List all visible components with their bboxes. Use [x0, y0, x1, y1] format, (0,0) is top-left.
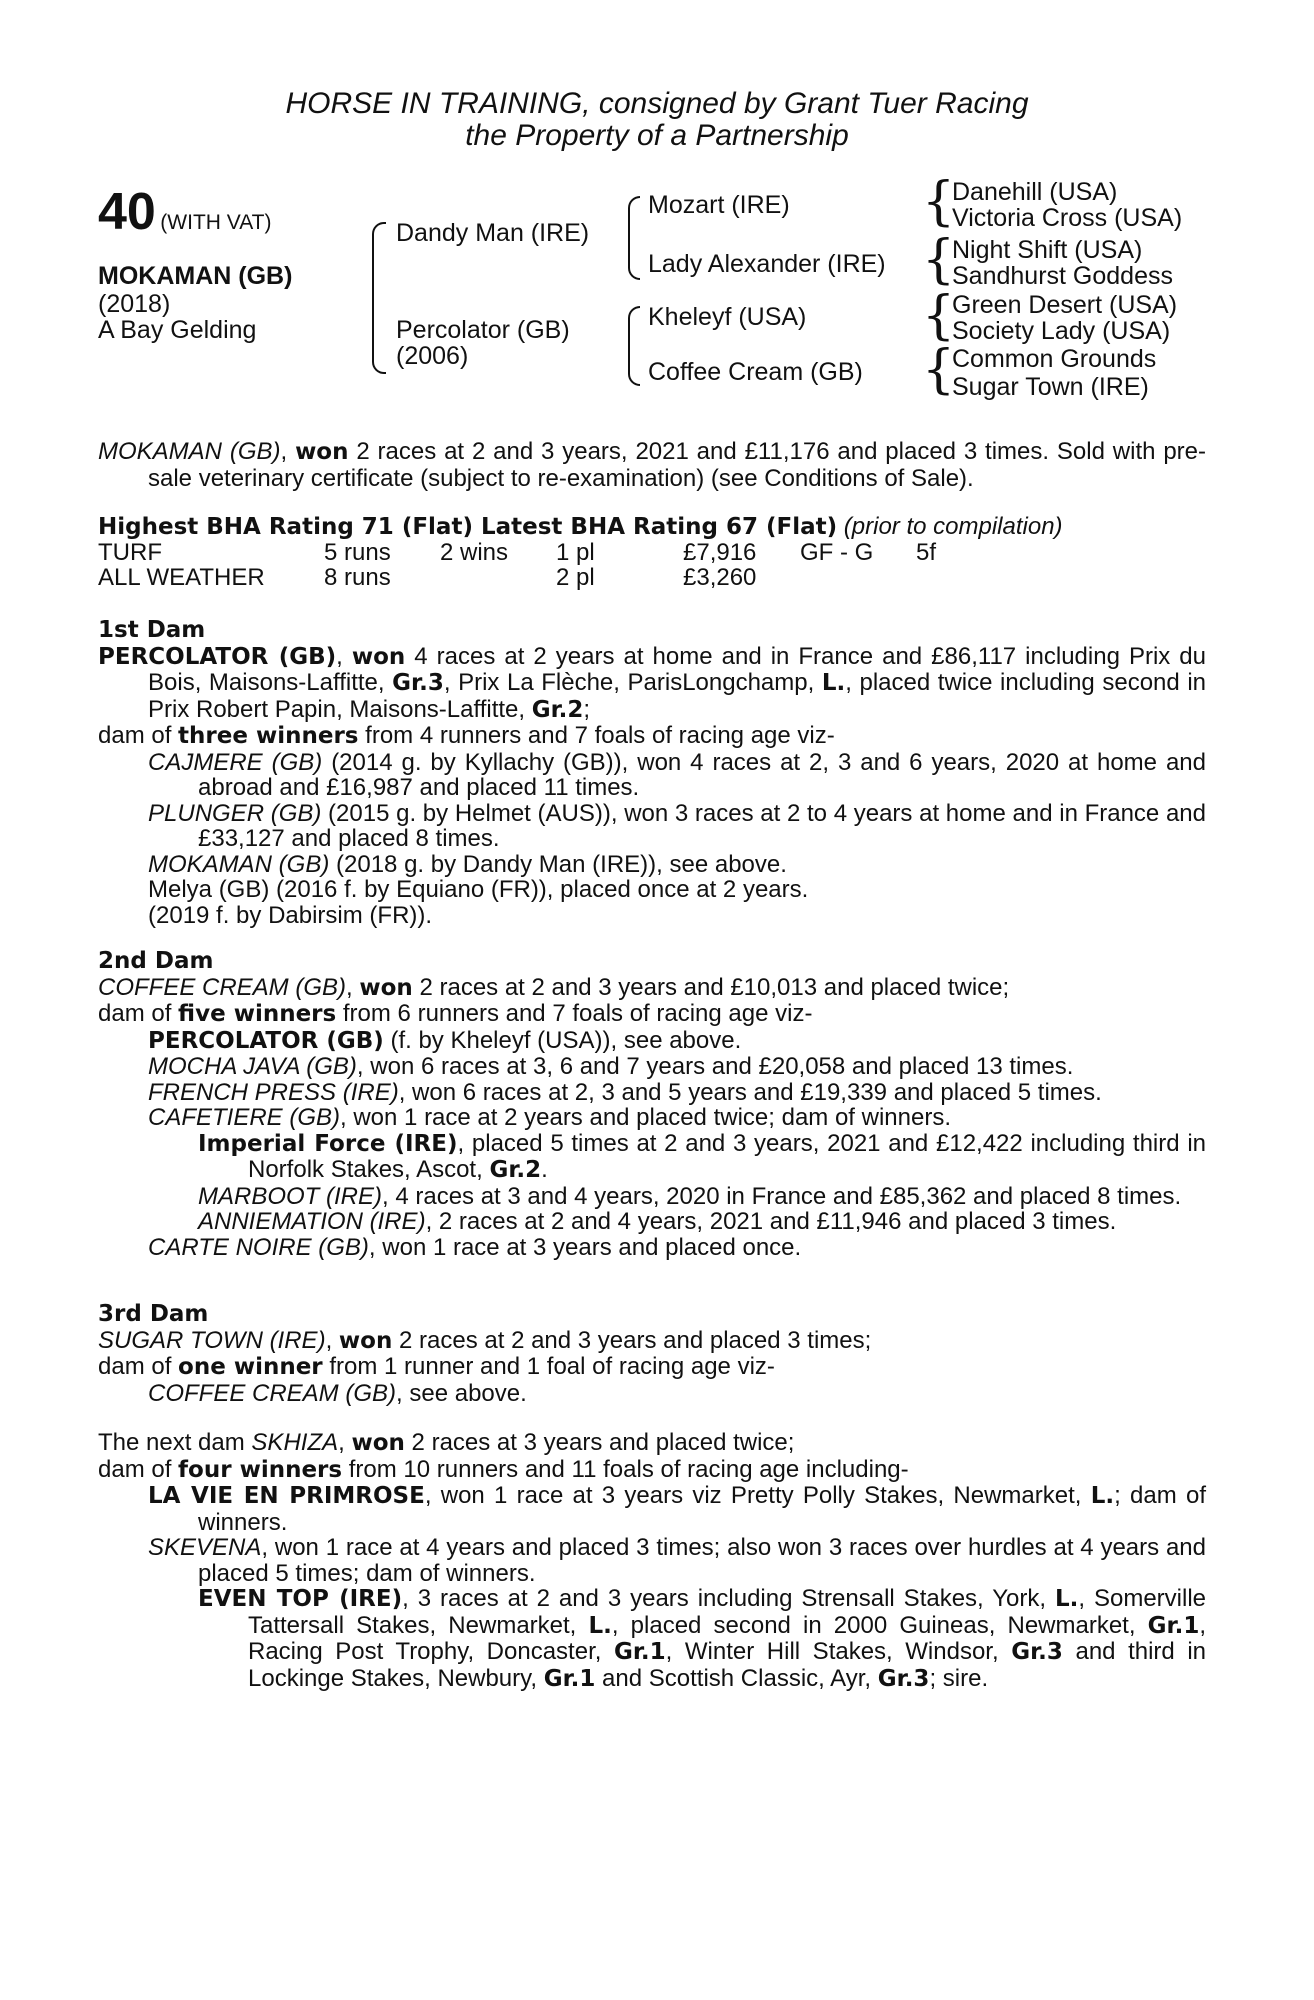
progeny-text: , won 6 races at 3, 6 and 7 years and £20,058 and placed 13 times. — [356, 1053, 1074, 1080]
grand-progeny-name: EVEN TOP (IRE) — [198, 1586, 403, 1612]
summary-text: 2 races at 2 and 3 years, 2021 and £11,176 and placed 3 times. Sold with pre-sale veterinary certificate (subject to re-examination) (see Conditions of Sale). — [148, 438, 1207, 492]
grand-progeny-end: . — [541, 1156, 548, 1183]
next-dam-intro: The next dam — [98, 1429, 252, 1456]
first-dam-t1: 4 races at 2 years at home and in France and £86,117 including Prix du Bois, Maisons-Laffitte, — [148, 642, 1206, 696]
second-dam-damof-c: from 6 runners and 7 foals of racing age viz- — [336, 1000, 813, 1027]
list-item: Melya (GB) (2016 f. by Equiano (FR)), placed once at 2 years. — [148, 876, 809, 903]
turf-going: GF - G — [800, 539, 874, 566]
pedigree-g4-6: Society Lady (USA) — [952, 317, 1171, 345]
first-dam-section: 1st Dam PERCOLATOR (GB), won 4 races at 2 years at home and in France and £86,117 including Prix du Bois, Maisons-Laffitte, Gr.3, Prix La Flèche, ParisLongchamp, L., placed twice including second in Prix Robert Papin, Maisons-Laffitte, Gr.2; dam of three winners from 4 runners and 7 foals of racing age viz- CAJMERE (GB) (2014 g. by Kyllachy (GB)), won 4 races at 2, 3 and 6 years, 2020 at home and abroad and £16,987 and placed 11 times. PLUNGER (GB) (2015 g. by Helmet (AUS)), won 3 races at 2 to 4 years at home and in France and £33,127 and placed 8 times. MOKAMAN (GB) (2018 g. by Dandy Man (IRE)), see above. Melya (GB) (2016 f. by Equiano (FR)), placed once at 2 years. (2019 f. by Dabirsim (FR)). — [98, 617, 1207, 929]
dam-bracket-bottom — [628, 346, 640, 386]
gp-g: and Scottish Classic, Ayr, — [595, 1664, 878, 1692]
dam-bracket-top — [628, 306, 640, 348]
aw-prize: £3,260 — [683, 564, 757, 591]
first-dam-t4: ; — [583, 695, 591, 723]
g4-brace-3: { — [922, 286, 956, 346]
grand-progeny-name: ANNIEMATION (IRE) — [198, 1208, 426, 1235]
third-dam-damof-b: one winner — [178, 1354, 323, 1380]
second-dam-text: 2 races at 2 and 3 years and £10,013 and placed twice; — [412, 973, 1010, 1001]
aw-placed: 2 pl — [556, 564, 595, 591]
list-item — [98, 1131, 1206, 1184]
list-item — [98, 1235, 1206, 1261]
third-dam-won: won — [338, 1327, 393, 1354]
list-item — [98, 1535, 1206, 1586]
progeny-text: , won 1 race at 2 years and placed twice; dam of winners. — [340, 1104, 951, 1131]
grand-progeny-text: , 2 races at 2 and 4 years, 2021 and £11,946 and placed 3 times. — [425, 1208, 1117, 1235]
gp-l2: L. — [588, 1612, 612, 1639]
progeny-name: PERCOLATOR (GB) — [148, 1027, 384, 1054]
progeny-text: (2014 g. by Kyllachy (GB)), won 4 races at 2, 3 and 6 years, 2020 at home and abroad and £16,987 and placed 11 times. — [198, 748, 1206, 801]
first-dam-gr1: Gr.3 — [392, 670, 444, 696]
aw-label: ALL WEATHER — [98, 564, 265, 591]
third-dam-damof-c: from 1 runner and 1 foal of racing age viz- — [322, 1353, 775, 1380]
pedigree-g4-3: Night Shift (USA) — [952, 236, 1143, 264]
first-dam-damof-a: dam of — [98, 722, 179, 749]
turf-runs: 5 runs — [324, 539, 391, 566]
progeny-text: , won 1 race at 4 years and placed 3 times; also won 3 races over hurdles at 4 years and placed 5 times; dam of winners. — [198, 1534, 1206, 1587]
pedigree-dam-sire: Kheleyf (USA) — [648, 303, 807, 331]
second-dam-name: COFFEE CREAM (GB) — [98, 973, 347, 1001]
progeny-name: CARTE NOIRE (GB) — [148, 1233, 369, 1261]
second-dam-damof-a: dam of — [98, 1000, 179, 1027]
grand-progeny-name: Imperial Force (IRE) — [198, 1130, 458, 1157]
progeny-end: ; dam of winners. — [198, 1482, 1206, 1536]
horse-summary: MOKAMAN (GB), won 2 races at 2 and 3 years, 2021 and £11,176 and placed 3 times. Sold with pre-sale veterinary certificate (subject to re-examination) (see Conditions of Sale). — [98, 438, 1207, 492]
progeny-text: , won 1 race at 3 years viz Pretty Polly Stakes, Newmarket, — [424, 1482, 1091, 1509]
aw-runs: 8 runs — [324, 564, 391, 591]
progeny-name: CAJMERE (GB) — [148, 748, 323, 776]
gp-c: , placed second in 2000 Guineas, Newmarket, — [611, 1611, 1148, 1639]
pedigree-g4-8: Sugar Town (IRE) — [952, 373, 1149, 401]
second-dam-damof-b: five winners — [178, 1001, 337, 1027]
gp-h: ; sire. — [929, 1664, 989, 1692]
first-dam-l1: L. — [821, 670, 846, 696]
gp-f: and third in Lockinge Stakes, Newbury, — [248, 1638, 1207, 1692]
pedigree-sire-dam: Lady Alexander (IRE) — [648, 250, 886, 278]
third-dam-heading: 3rd Dam — [98, 1301, 209, 1327]
pedigree-g4-2: Victoria Cross (USA) — [952, 204, 1183, 232]
list-item — [98, 1028, 1206, 1055]
list-item — [98, 1586, 1206, 1692]
third-dam-name: SUGAR TOWN (IRE) — [98, 1326, 326, 1354]
third-dam-damof-a: dam of — [98, 1353, 179, 1380]
list-item — [98, 1184, 1206, 1210]
next-dam-text: 2 races at 3 years and placed twice; — [404, 1429, 795, 1456]
gp-l1: L. — [1054, 1586, 1079, 1612]
progeny-text: (f. by Kheleyf (USA)), see above. — [383, 1026, 742, 1054]
lot-block — [98, 183, 272, 241]
g4-brace-4: { — [922, 340, 956, 400]
third-dam-text: 2 races at 2 and 3 years and placed 3 times; — [392, 1326, 872, 1354]
gp-d: , Racing Post Trophy, Doncaster, — [248, 1611, 1206, 1665]
grand-progeny-text: , 4 races at 3 and 4 years, 2020 in France and £85,362 and placed 8 times. — [382, 1182, 1182, 1210]
gp-gr1: Gr.1 — [1147, 1612, 1200, 1639]
lot-vat: (WITH VAT) — [160, 211, 272, 234]
next-dam-won: won — [351, 1430, 405, 1456]
rating-bold: Highest BHA Rating 71 (Flat) Latest BHA Rating 67 (Flat) — [98, 514, 838, 540]
pedigree-bracket-top — [372, 222, 386, 308]
progeny-name: LA VIE EN PRIMROSE — [148, 1483, 425, 1509]
first-dam-name: PERCOLATOR (GB) — [98, 643, 337, 670]
pedigree-bracket-bottom — [372, 306, 386, 374]
list-item: (2019 f. by Dabirsim (FR)). — [148, 901, 433, 929]
progeny-name: COFFEE CREAM (GB) — [148, 1379, 397, 1407]
progeny-text: (2015 g. by Helmet (AUS)), won 3 races at 2 to 4 years at home and in France and £33,127 and placed 8 times. — [198, 799, 1207, 852]
second-dam-section: 2nd Dam COFFEE CREAM (GB), won 2 races at 2 and 3 years and £10,013 and placed twice; dam of five winners from 6 runners and 7 foals of racing age viz- PERCOLATOR (GB) (f. by Kheleyf (USA)), see above. MOCHA JAVA (GB), won 6 races at 3, 6 and 7 years and £20,058 and placed 13 times. FRENCH PRESS (IRE), won 6 races at 2, 3 and 5 years and £19,339 and placed 5 times. CAFETIERE (GB), won 1 race at 2 years and placed twice; dam of winners. Imperial Force (IRE), placed 5 times at 2 and 3 years, 2021 and £12,422 including third in Norfolk Stakes, Ascot, Gr.2. MARBOOT (IRE), 4 races at 3 and 4 years, 2020 in France and £85,362 and placed 8 times. ANNIEMATION (IRE), 2 races at 2 and 4 years, 2021 and £11,946 and placed 3 times. CARTE NOIRE (GB), won 1 race at 3 years and placed once. — [98, 948, 1206, 1261]
grand-progeny-text: , placed 5 times at 2 and 3 years, 2021 and £12,422 including third in Norfolk Stakes, Ascot, — [248, 1129, 1206, 1183]
gp-gr4: Gr.1 — [543, 1665, 596, 1692]
turf-label: TURF — [98, 539, 162, 566]
gp-e: , Winter Hill Stakes, Windsor, — [665, 1638, 1012, 1665]
next-dam-damof-b: four winners — [178, 1456, 343, 1483]
gp-gr3: Gr.3 — [1011, 1639, 1063, 1665]
list-item — [98, 1054, 1206, 1080]
header-line-1: HORSE IN TRAINING, consigned by Grant Tuer Racing — [285, 87, 1029, 120]
first-dam-t3: , placed twice including second in Prix Robert Papin, Maisons-Laffitte, — [148, 669, 1206, 723]
turf-prize: £7,916 — [683, 539, 757, 566]
list-item — [98, 1080, 1206, 1106]
progeny-name: MOCHA JAVA (GB) — [148, 1053, 357, 1080]
second-dam-heading: 2nd Dam — [98, 948, 214, 974]
list-item — [98, 1483, 1206, 1535]
second-dam-won: won — [359, 974, 413, 1001]
sire-bracket-top — [628, 196, 640, 244]
pedigree-dam: Percolator (GB) — [396, 316, 570, 344]
pedigree-dam-year: (2006) — [396, 342, 469, 370]
pedigree-g4-5: Green Desert (USA) — [952, 291, 1178, 319]
grand-progeny-name: MARBOOT (IRE) — [198, 1182, 382, 1210]
horse-description: A Bay Gelding — [98, 316, 257, 344]
progeny-text: (2018 g. by Dandy Man (IRE)), see above. — [329, 850, 787, 878]
progeny-text: , won 1 race at 3 years and placed once. — [368, 1233, 802, 1261]
horse-name: MOKAMAN (GB) — [98, 262, 293, 290]
summary-name: MOKAMAN (GB) — [98, 438, 281, 465]
turf-placed: 1 pl — [556, 539, 595, 566]
progeny-listed: L. — [1090, 1483, 1115, 1509]
list-item — [98, 1105, 1206, 1131]
progeny-name: FRENCH PRESS (IRE) — [148, 1078, 399, 1106]
gp-gr2: Gr.1 — [613, 1639, 666, 1665]
third-dam-section: 3rd Dam SUGAR TOWN (IRE), won 2 races at 2 and 3 years and placed 3 times; dam of one winner from 1 runner and 1 foal of racing age viz- COFFEE CREAM (GB), see above. — [98, 1302, 1206, 1406]
first-dam-won: won — [351, 643, 406, 670]
catalogue-header — [0, 88, 1314, 152]
progeny-text: , won 6 races at 2, 3 and 5 years and £19,339 and placed 5 times. — [398, 1078, 1102, 1106]
rating-line — [98, 514, 1206, 541]
horse-year: (2018) — [98, 290, 171, 318]
gp-gr5: Gr.3 — [877, 1665, 930, 1692]
first-dam-t2: , Prix La Flèche, ParisLongchamp, — [443, 669, 822, 696]
progeny-name: PLUNGER (GB) — [148, 799, 322, 827]
progeny-name: CAFETIERE (GB) — [148, 1104, 341, 1131]
next-dam-name: SKHIZA — [251, 1429, 339, 1456]
list-item — [98, 750, 1206, 801]
pedigree-g4-7: Common Grounds — [952, 345, 1157, 373]
first-dam-gr2: Gr.2 — [531, 696, 584, 723]
list-item — [98, 1209, 1206, 1235]
progeny-name: MOKAMAN (GB) — [148, 850, 330, 878]
lot-number: 40 — [98, 183, 156, 241]
pedigree-g4-1: Danehill (USA) — [952, 178, 1118, 206]
first-dam-heading: 1st Dam — [98, 617, 206, 643]
first-dam-damof-c: from 4 runners and 7 foals of racing age viz- — [358, 722, 835, 749]
pedigree-sire-sire: Mozart (IRE) — [648, 191, 790, 219]
next-dam-section — [98, 1430, 1206, 1692]
first-dam-damof-b: three winners — [178, 723, 359, 749]
list-item — [98, 852, 1206, 878]
grand-progeny-grade: Gr.2 — [489, 1157, 542, 1183]
sire-bracket-bottom — [628, 242, 640, 280]
summary-won: won — [295, 439, 349, 465]
progeny-name: SKEVENA — [148, 1534, 262, 1561]
gp-b: , Somerville Tattersall Stakes, Newmarket, — [248, 1585, 1207, 1639]
g4-brace-2: { — [922, 230, 956, 290]
list-item — [98, 1381, 1206, 1407]
list-item — [98, 801, 1206, 852]
gp-a: , 3 races at 2 and 3 years including Strensall Stakes, York, — [402, 1585, 1055, 1612]
header-line-2: the Property of a Partnership — [465, 119, 849, 152]
turf-wins: 2 wins — [440, 539, 509, 566]
pedigree-g4-4: Sandhurst Goddess — [952, 262, 1173, 290]
pedigree-sire: Dandy Man (IRE) — [396, 219, 590, 247]
progeny-text: , see above. — [396, 1379, 527, 1407]
pedigree-dam-dam: Coffee Cream (GB) — [648, 358, 863, 386]
g4-brace-1: { — [922, 172, 956, 232]
next-dam-damof-c: from 10 runners and 11 foals of racing age including- — [342, 1455, 909, 1483]
next-dam-comma: , — [338, 1429, 352, 1456]
rating-note: (prior to compilation) — [843, 513, 1063, 540]
next-dam-damof-a: dam of — [98, 1455, 179, 1483]
turf-distance: 5f — [916, 539, 937, 566]
